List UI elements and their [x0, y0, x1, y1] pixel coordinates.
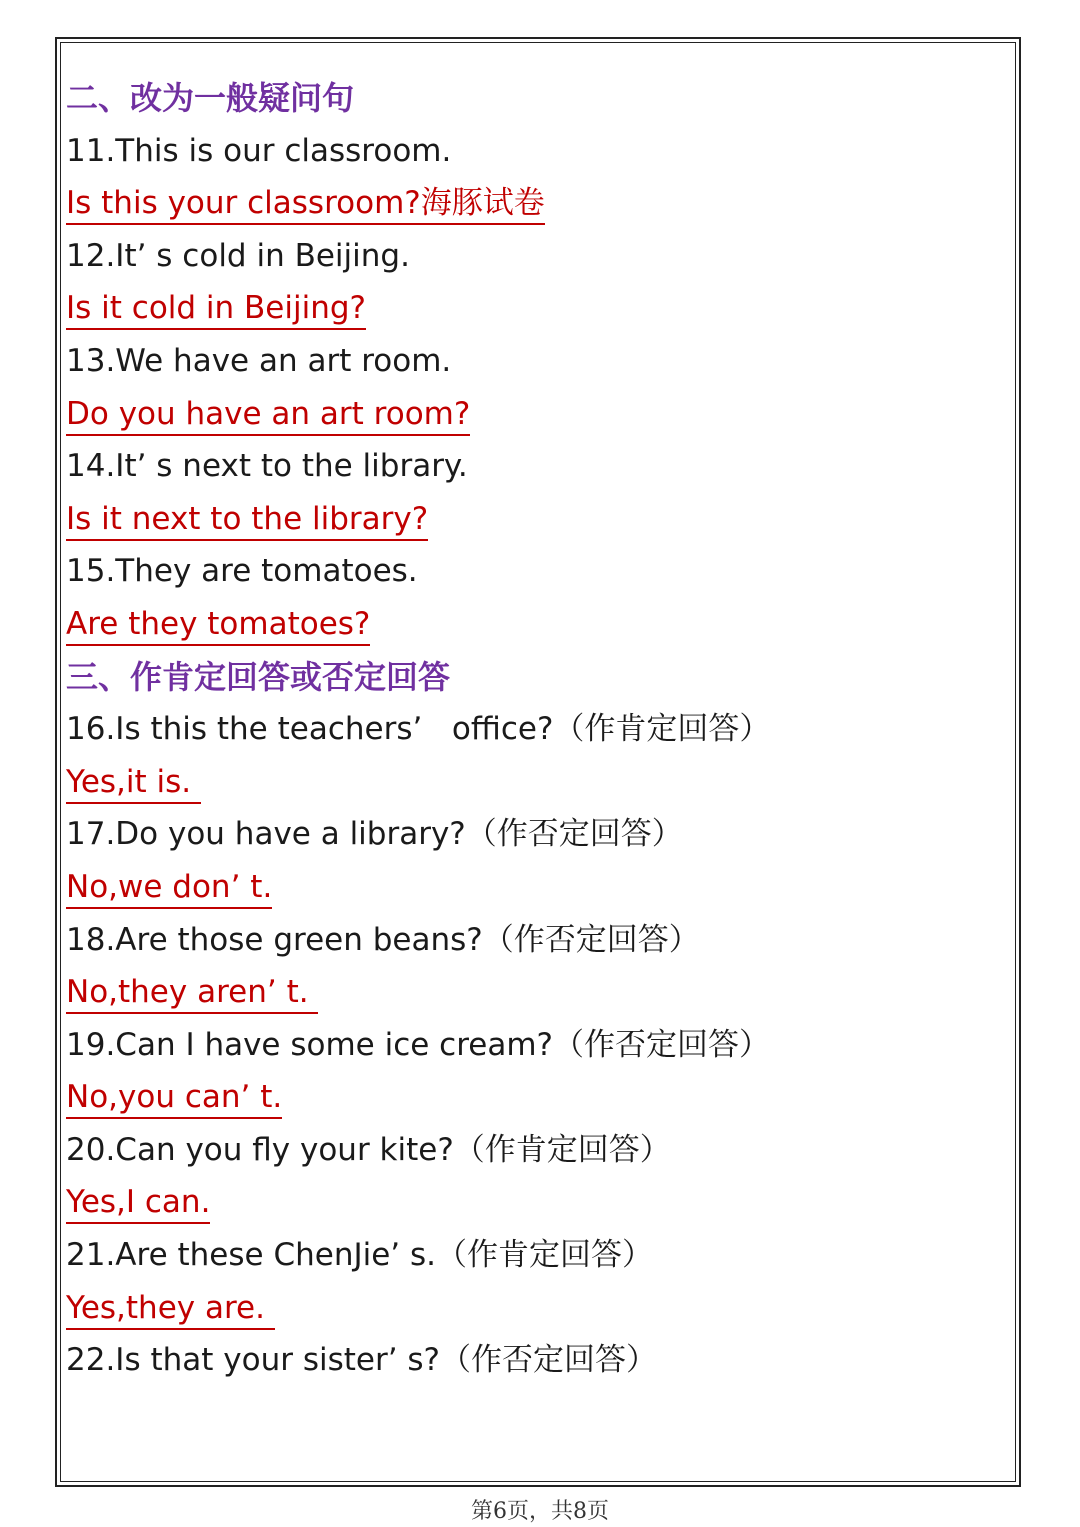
question-21: 21.Are these ChenJie’ s.（作肯定回答）	[66, 1237, 654, 1274]
answer-21-text: Yes,they are.	[66, 1290, 275, 1330]
answer-18-text: No,they aren’ t.	[66, 974, 318, 1014]
worksheet-content	[66, 72, 1006, 1387]
answer-19-text: No,you can’ t.	[66, 1079, 282, 1119]
answer-18	[66, 966, 1006, 1019]
answer-15-text: Are they tomatoes?	[66, 606, 370, 646]
question-16: 16.Is this the teachers’ office?（作肯定回答）	[66, 711, 771, 748]
answer-13-text: Do you have an art room?	[66, 396, 470, 436]
section-2-heading: 二、改为一般疑问句	[66, 79, 355, 117]
question-12: 12.It’ s cold in Beijing.	[66, 237, 410, 274]
answer-16-text: Yes,it is.	[66, 764, 201, 804]
answer-14-text: Is it next to the library?	[66, 501, 428, 541]
question-19: 19.Can I have some ice cream?（作否定回答）	[66, 1026, 771, 1063]
answer-11	[66, 177, 1006, 230]
answer-14	[66, 493, 1006, 546]
answer-17-text: No,we don’ t.	[66, 869, 272, 909]
answer-20-text: Yes,I can.	[66, 1184, 210, 1224]
question-11: 11.This is our classroom.	[66, 132, 452, 169]
answer-19	[66, 1071, 1006, 1124]
question-17: 17.Do you have a library?（作否定回答）	[66, 816, 683, 853]
question-22: 22.Is that your sister’ s?（作否定回答）	[66, 1342, 658, 1379]
answer-15	[66, 598, 1006, 651]
answer-17	[66, 861, 1006, 914]
answer-12-text: Is it cold in Beijing?	[66, 290, 366, 330]
question-14: 14.It’ s next to the library.	[66, 448, 468, 485]
question-20: 20.Can you fly your kite?（作肯定回答）	[66, 1131, 671, 1168]
answer-13	[66, 388, 1006, 441]
answer-11-text: Is this your classroom?海豚试卷	[66, 185, 545, 225]
section-3-heading: 三、作肯定回答或否定回答	[66, 657, 451, 696]
answer-12	[66, 282, 1006, 335]
question-13: 13.We have an art room.	[66, 342, 452, 379]
question-18: 18.Are those green beans?（作否定回答）	[66, 921, 700, 958]
answer-16	[66, 756, 1006, 809]
page-number: 第6页，共8页	[471, 1499, 609, 1524]
answer-21	[66, 1282, 1006, 1335]
question-15: 15.They are tomatoes.	[66, 553, 418, 590]
answer-20	[66, 1176, 1006, 1229]
